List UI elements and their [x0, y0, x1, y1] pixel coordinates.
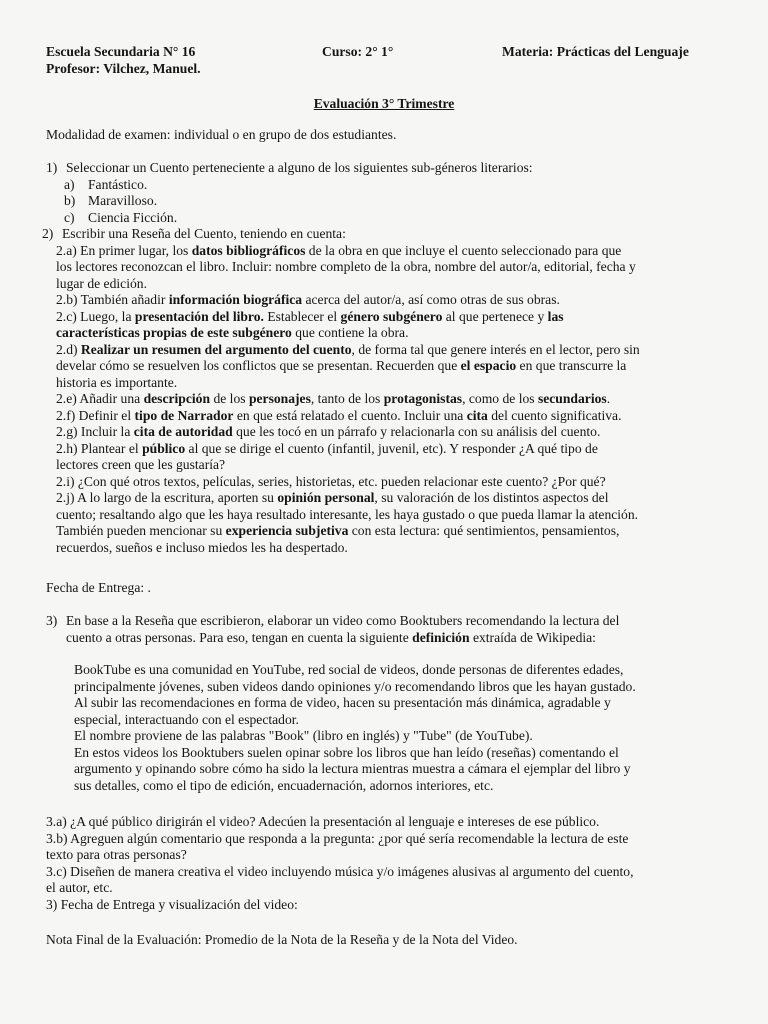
- t: .: [606, 391, 611, 406]
- item-3-subitems: [46, 814, 736, 913]
- t: 2.c) Luego, la: [56, 308, 135, 324]
- item-2b: [46, 292, 736, 309]
- option-c: [46, 210, 736, 227]
- t: experiencia subjetiva: [225, 523, 349, 538]
- booktube-line: El nombre proviene de las palabras "Book" (libro en inglés) y "Tube" (de YouTube).: [74, 728, 533, 743]
- item-3-line1: [46, 613, 736, 630]
- item-2h: [46, 441, 736, 474]
- item-2j-line4: recuerdos, sueños e incluso miedos les ha despertado.: [56, 539, 348, 555]
- item-2c: [46, 309, 736, 342]
- booktube-line: Al subir las recomendaciones en forma de video, hacen su presentación más dinámica, agradable y: [74, 695, 611, 710]
- item-3-delivery: 3) Fecha de Entrega y visualización del video:: [46, 896, 298, 912]
- t: opinión personal: [277, 490, 375, 505]
- t: cita de autoridad: [133, 424, 233, 439]
- option-a: [46, 177, 736, 194]
- item-2j-line1: [56, 490, 736, 507]
- modality-text: [46, 127, 736, 144]
- item-2a-line1: [56, 243, 736, 260]
- t: 2.f) Definir el: [56, 407, 135, 423]
- t: cita: [466, 407, 488, 423]
- item-1-text: Seleccionar un Cuento perteneciente a alguno de los siguientes sub-géneros literarios:: [66, 160, 533, 175]
- booktube-line: principalmente jóvenes, suben videos dando opiniones y/o recomendando libros que les hayan gustado.: [74, 678, 636, 694]
- item-2-line: [42, 226, 736, 243]
- item-2f: [46, 408, 736, 425]
- t: del cuento significativa.: [487, 407, 622, 423]
- item-2a: [46, 243, 736, 293]
- item-3a: 3.a) ¿A qué público dirigirán el video? Adecúen la presentación al lenguaje e intereses de ese público.: [46, 814, 600, 829]
- item-2a-line2: los lectores reconozcan el libro. Incluir: nombre completo de la obra, nombre del autor/a, editorial, fecha y: [56, 259, 636, 274]
- option-c-letter: c): [64, 209, 75, 225]
- item-2h-line2: lectores creen que les gustaría?: [56, 457, 226, 472]
- course-label: Curso: 2° 1°: [322, 44, 394, 59]
- t: , como de los: [462, 391, 538, 406]
- t: en que está relatado el cuento. Incluir una: [233, 407, 467, 423]
- t: público: [142, 440, 186, 456]
- item-2d-line1: [56, 342, 736, 359]
- item-2g: [46, 424, 736, 441]
- booktube-line: En estos videos los Booktubers suelen opinar sobre los libros que han leído (reseñas) comentando el: [74, 744, 619, 760]
- booktube-definition: [74, 662, 724, 794]
- t: definición: [412, 629, 470, 645]
- item-2h-line1: [56, 441, 736, 458]
- t: de la obra en que incluye el cuento seleccionado para que: [305, 242, 622, 258]
- booktube-line: BookTube es una comunidad en YouTube, red social de videos, donde personas de diferentes edades,: [74, 662, 624, 677]
- t: las: [547, 308, 564, 324]
- t: acerca del autor/a, así como otras de sus obras.: [302, 292, 560, 307]
- item-3b-cont: texto para otras personas?: [46, 847, 187, 862]
- t: el espacio: [460, 358, 517, 373]
- subject-label: Materia: Prácticas del Lenguaje: [502, 44, 689, 59]
- t: 2.a) En primer lugar, los: [56, 242, 192, 258]
- t: protagonistas: [383, 391, 463, 406]
- item-3-line2: [46, 630, 736, 647]
- t: 2.g) Incluir la: [56, 424, 134, 439]
- t: características propias de este subgénero: [56, 325, 292, 340]
- t: presentación del libro.: [134, 308, 264, 324]
- item-2j-line2: cuento; resaltando algo que les haya resultado interesante, les haya gustado o que pueda llamar la atención.: [56, 506, 639, 522]
- t: cuento a otras personas. Para eso, tengan en cuenta la siguiente: [66, 629, 413, 645]
- t: Establecer el: [263, 308, 341, 324]
- option-a-letter: a): [64, 176, 75, 192]
- item-3c: 3.c) Diseñen de manera creativa el video incluyendo música y/o imágenes alusivas al argumento del cuento,: [46, 863, 634, 879]
- t: que contiene la obra.: [291, 325, 409, 340]
- t: de los: [210, 391, 249, 406]
- item-2b-line: [56, 292, 736, 309]
- final-note-line: Nota Final de la Evaluación: Promedio de la Nota de la Reseña y de la Nota del Video.: [46, 932, 518, 947]
- t: develar cómo se resuelven los conflictos que se presentan. Recuerden que: [56, 358, 461, 373]
- t: , su valoración de los distintos aspectos del: [374, 490, 609, 505]
- item-2d-line2: [56, 358, 736, 375]
- item-2d-line3: historia es importante.: [56, 374, 178, 390]
- item-3c-cont: el autor, etc.: [46, 880, 113, 895]
- t: , tanto de los: [310, 391, 384, 406]
- item-2j: [46, 490, 736, 556]
- item-2-number: 2): [42, 226, 54, 241]
- option-b-letter: b): [64, 193, 76, 208]
- item-2i-line: 2.i) ¿Con qué otros textos, películas, series, historietas, etc. pueden relacionar este cuento? ¿Por qué?: [56, 473, 606, 489]
- item-2c-line2: [56, 325, 736, 342]
- school-name: Escuela Secundaria N° 16: [46, 44, 196, 59]
- t: datos bibliográficos: [191, 242, 306, 258]
- item-2c-line1: [56, 309, 736, 326]
- t: al que se dirige el cuento (infantil, juvenil, etc). Y responder ¿A qué tipo de: [185, 440, 598, 456]
- booktube-line: especial, interactuando con el espectador.: [74, 711, 299, 727]
- t: personajes: [248, 391, 311, 406]
- item-2g-line: [56, 424, 736, 441]
- page-title: Evaluación 3° Trimestre: [313, 96, 455, 111]
- item-2j-line3: [56, 523, 736, 540]
- delivery-date: [46, 580, 736, 597]
- option-a-label: Fantástico.: [88, 176, 148, 192]
- item-3b: 3.b) Agreguen algún comentario que responda a la pregunta: ¿por qué sería recomendable la lectura de este: [46, 830, 629, 846]
- t: 2.e) Añadir una: [56, 391, 144, 406]
- t: 2.j) A lo largo de la escritura, aporten su: [56, 490, 278, 505]
- t: secundarios: [537, 391, 607, 406]
- item-1-line: [46, 160, 736, 177]
- t: , de forma tal que genere interés en el lector, pero sin: [351, 341, 640, 357]
- t: en que transcurre la: [516, 358, 627, 373]
- t: 2.d): [56, 341, 81, 357]
- teacher-name: Profesor: Vilchez, Manuel.: [46, 61, 201, 76]
- item-3: [46, 613, 736, 646]
- modality-line: Modalidad de examen: individual o en grupo de dos estudiantes.: [46, 127, 397, 142]
- t: género subgénero: [340, 308, 443, 324]
- t: con esta lectura: qué sentimientos, pensamientos,: [348, 523, 620, 538]
- item-1: [42, 160, 736, 556]
- t: Realizar un resumen del argumento del cuento: [80, 341, 352, 357]
- item-2a-line3: lugar de edición.: [56, 275, 147, 291]
- item-2f-line: [56, 408, 736, 425]
- final-note: [46, 932, 736, 949]
- t: También pueden mencionar su: [56, 523, 226, 538]
- booktube-line: argumento y opinando sobre cómo ha sido la lectura mientras muestra a cámara el ejemplar del libro y: [74, 761, 631, 776]
- item-2i: [46, 474, 736, 491]
- option-c-label: Ciencia Ficción.: [88, 209, 178, 225]
- item-2-text: Escribir una Reseña del Cuento, teniendo en cuenta:: [62, 226, 346, 241]
- item-3-number: 3): [46, 613, 58, 628]
- t: 2.h) Plantear el: [56, 440, 143, 456]
- delivery-line: Fecha de Entrega: .: [46, 580, 151, 595]
- booktube-line: sus detalles, como el tipo de edición, encuadernación, adornos interiores, etc.: [74, 777, 494, 793]
- t: descripción: [143, 391, 211, 406]
- t: En base a la Reseña que escribieron, elaborar un video como Booktubers recomendando la lectura del: [66, 613, 620, 628]
- item-2e-line: [56, 391, 736, 408]
- t: extraída de Wikipedia:: [469, 629, 596, 645]
- item-2e: [46, 391, 736, 408]
- t: información biográfica: [168, 292, 303, 307]
- t: 2.b) También añadir: [56, 292, 169, 307]
- item-2d: [46, 342, 736, 392]
- option-b: [46, 193, 736, 210]
- item-1-number: 1): [46, 160, 58, 175]
- t: al que pertenece y: [442, 308, 548, 324]
- t: tipo de Narrador: [134, 407, 234, 423]
- option-b-label: Maravilloso.: [88, 193, 158, 208]
- t: que les tocó en un párrafo y relacionarla con su análisis del cuento.: [232, 424, 601, 439]
